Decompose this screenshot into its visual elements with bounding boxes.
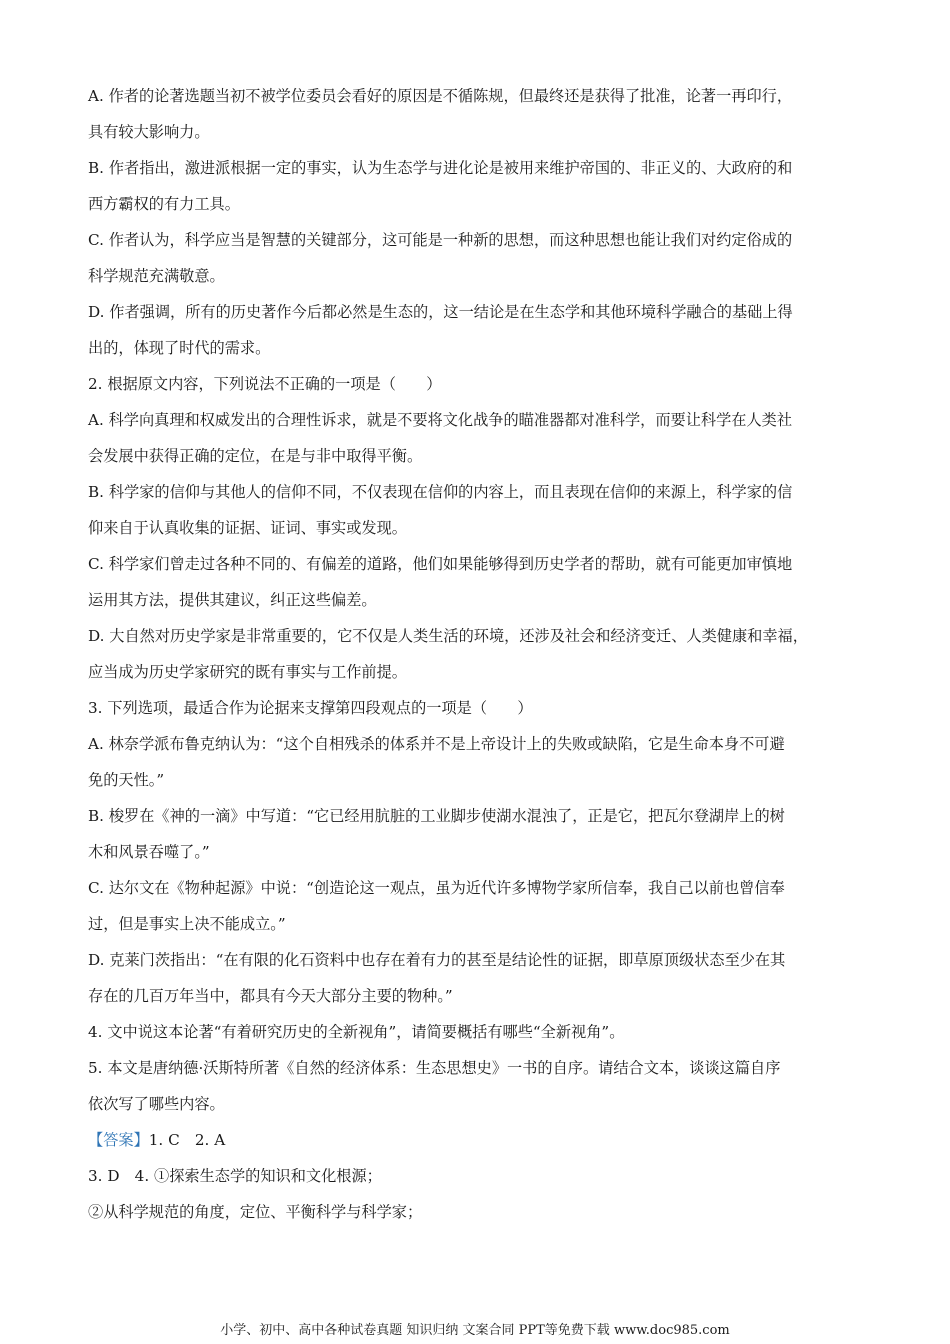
footer-text: 小学、初中、高中各种试卷真题 知识归纳 文案合同 PPT等免费下载 www.doc985.com xyxy=(220,1323,730,1338)
question-3-stem: 3. 下列选项，最适合作为论据来支撑第四段观点的一项是（ ） xyxy=(88,699,533,717)
text-line: B. 作者指出，激进派根据一定的事实，认为生态学与进化论是被用来维护帝国的、非正义的、大政府的和 xyxy=(88,159,793,177)
text-line: 科学规范充满敬意。 xyxy=(88,267,225,285)
text-line: 具有较大影响力。 xyxy=(88,123,210,141)
text-line: 3. D 4. ①探索生态学的知识和文化根源； xyxy=(88,1167,382,1185)
text-line: A. 林奈学派布鲁克纳认为：“这个自相残杀的体系并不是上帝设计上的失败或缺陷，它是生命本身不可避 xyxy=(88,735,785,753)
text-line: C. 作者认为，科学应当是智慧的关键部分，这可能是一种新的思想，而这种思想也能让我们对约定俗成的 xyxy=(88,231,793,249)
text-line: D. 作者强调，所有的历史著作今后都必然是生态的，这一结论是在生态学和其他环境科学融合的基础上得 xyxy=(88,303,793,321)
text-line: 西方霸权的有力工具。 xyxy=(88,195,240,213)
question-5: 5. 本文是唐纳德·沃斯特所著《自然的经济体系：生态思想史》一书的自序。请结合文本，谈谈这篇自序 xyxy=(88,1059,781,1077)
text-line: ②从科学规范的角度，定位、平衡科学与科学家； xyxy=(88,1203,423,1221)
question-2-stem: 2. 根据原文内容，下列说法不正确的一项是（ ） xyxy=(88,375,442,393)
text-line: A. 作者的论著选题当初不被学位委员会看好的原因是不循陈规，但最终还是获得了批准，论著一再印行， xyxy=(88,87,793,105)
text-line: 运用其方法，提供其建议，纠正这些偏差。 xyxy=(88,591,377,609)
text-line: 会发展中获得正确的定位，在是与非中取得平衡。 xyxy=(88,447,423,465)
text-line: B. 梭罗在《神的一滴》中写道：“它已经用肮脏的工业脚步使湖水混浊了，正是它，把瓦尔登湖岸上的树 xyxy=(88,807,785,825)
document-body xyxy=(88,78,866,1230)
answer-line xyxy=(88,1122,866,1158)
text-line: D. 克莱门茨指出：“在有限的化石资料中也存在着有力的甚至是结论性的证据，即草原顶级状态至少在其 xyxy=(88,951,786,969)
text-line: 应当成为历史学家研究的既有事实与工作前提。 xyxy=(88,663,407,681)
text-line: 免的天性。” xyxy=(88,771,165,789)
answer-tag: 【答案】 xyxy=(88,1131,149,1149)
text-line: 依次写了哪些内容。 xyxy=(88,1095,225,1113)
question-4: 4. 文中说这本论著“有着研究历史的全新视角”，请简要概括有哪些“全新视角”。 xyxy=(88,1023,625,1041)
text-line: A. 科学向真理和权威发出的合理性诉求，就是不要将文化战争的瞄准器都对准科学，而要让科学在人类社 xyxy=(88,411,793,429)
text-line: C. 科学家们曾走过各种不同的、有偏差的道路，他们如果能够得到历史学者的帮助，就有可能更加审慎地 xyxy=(88,555,793,573)
text-line: 过，但是事实上决不能成立。” xyxy=(88,915,286,933)
text-line: 木和风景吞噬了。” xyxy=(88,843,210,861)
answer-text: 1. C 2. A xyxy=(148,1131,226,1149)
text-line: B. 科学家的信仰与其他人的信仰不同，不仅表现在信仰的内容上，而且表现在信仰的来源上，科学家的信 xyxy=(88,483,793,501)
text-line: 存在的几百万年当中，都具有今天大部分主要的物种。” xyxy=(88,987,453,1005)
text-line: 出的，体现了时代的需求。 xyxy=(88,339,271,357)
text-line: 仰来自于认真收集的证据、证词、事实或发现。 xyxy=(88,519,407,537)
text-line: D. 大自然对历史学家是非常重要的，它不仅是人类生活的环境，还涉及社会和经济变迁、人类健康和幸福， xyxy=(88,627,808,645)
text-line: C. 达尔文在《物种起源》中说：“创造论这一观点，虽为近代许多博物学家所信奉，我自己以前也曾信奉 xyxy=(88,879,785,897)
